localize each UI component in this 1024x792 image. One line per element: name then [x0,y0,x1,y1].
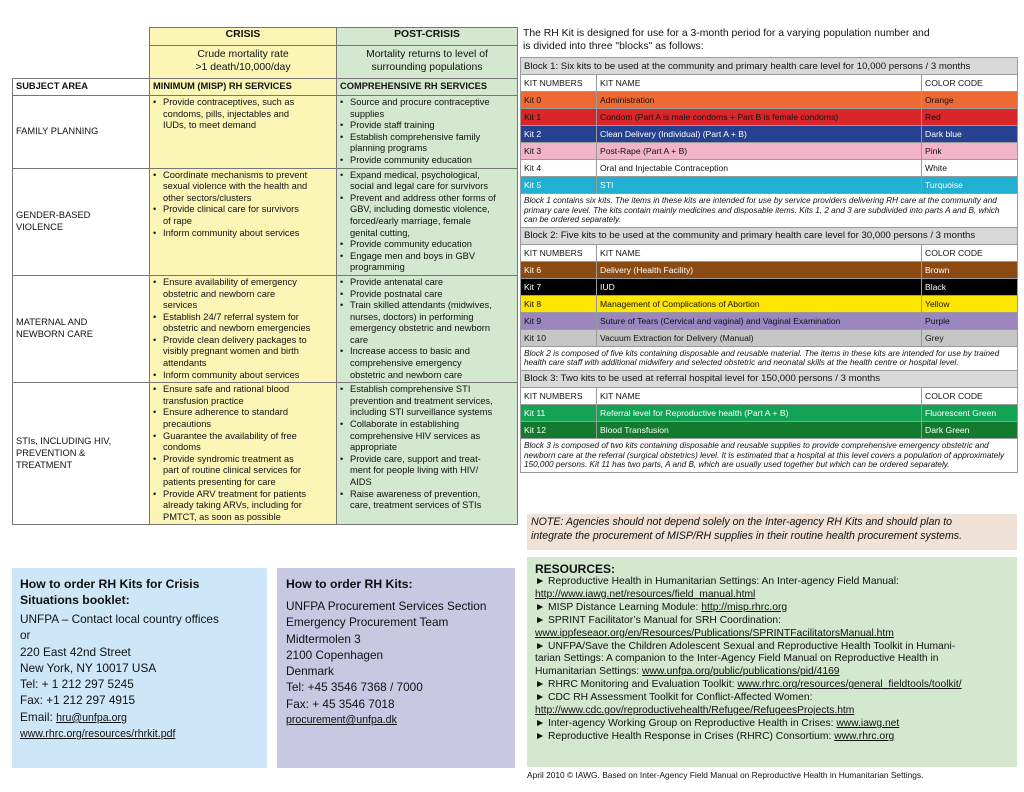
subject-area-header: SUBJECT AREA [13,79,150,96]
comprehensive-service-item-line: • Establish comprehensive STI [350,384,471,395]
minimum-service-item-line: obstetric and newborn emergencies [163,323,311,334]
minimum-service-list [153,384,334,523]
resource-link[interactable]: www.iawg.net [836,717,900,729]
minimum-service-item-line: • Ensure safe and rational blood [163,384,290,395]
kit-name: Oral and Injectable Contraception [597,160,922,177]
order-crisis-line: Tel: + 1 212 297 5245 [20,677,134,692]
subject-area-label: NEWBORN CARE [16,329,93,340]
block-title: Block 2: Five kits to be used at the community and primary health care level for 30,000 persons / 3 months [521,227,1018,244]
comprehensive-service-item-line: GBV, including domestic violence, [350,204,490,215]
resource-text: ► RHRC Monitoring and Evaluation Toolkit: [535,679,738,691]
resource-text: ► UNFPA/Save the Children Adolescent Sexual and Reproductive Health Toolkit in Humani- [535,640,956,652]
comprehensive-service-item-line: forced/early marriage, female [350,215,471,226]
email-link[interactable]: hru@unfpa.org [56,711,127,724]
subject-area-label: VIOLENCE [16,221,64,232]
kit-color: White [922,160,1018,177]
block-row [521,227,1018,244]
comprehensive-service-item [340,346,515,381]
matrix-body [13,96,518,525]
kit-color: Turquoise [922,177,1018,194]
resource-text: ► Reproductive Health in Humanitarian Settings: An Inter-agency Field Manual: [535,576,899,587]
comprehensive-service-item-line: including STI surveillance systems [350,407,493,418]
comprehensive-service-item-line: • Source and procure contraceptive [350,97,490,107]
kit-name: Management of Complications of Abortion [597,295,922,312]
kit-name: Administration [597,92,922,109]
resource-line [535,576,1009,589]
order-kits-line: Denmark [286,664,334,679]
kit-row [521,160,1018,177]
order-crisis-line: 220 East 42nd Street [20,644,131,659]
post-sub-line: surrounding populations [371,62,483,73]
comprehensive-service-cell [337,275,518,382]
comprehensive-service-item [340,489,515,512]
resource-link[interactable]: http://www.iawg.net/resources/field_manual.html [535,588,756,600]
kit-number: Kit 12 [521,421,597,438]
comprehensive-service-item-line: • Provide staff training [350,120,435,131]
resource-line [535,589,1009,602]
comprehensive-service-item [340,251,515,274]
kit-name: Vacuum Extraction for Delivery (Manual) [597,329,922,346]
comprehensive-service-item [340,300,515,346]
block-row [521,370,1018,387]
kit-number: Kit 4 [521,160,597,177]
post-crisis-subheader [337,46,518,79]
comprehensive-service-item-line: • Prevent and address other forms of [350,192,496,203]
kit-name: Suture of Tears (Cervical and vaginal) and Vaginal Examination [597,312,922,329]
comprehensive-service-item-line: • Expand medical, psychological, [350,169,480,180]
minimum-service-item-line: • Guarantee the availability of free [163,430,297,441]
minimum-service-item-line: • Provide clinical care for survivors [163,204,299,215]
kit-name: Delivery (Health Facility) [597,261,922,278]
minimum-service-item-line: condoms, pills, injectables and [163,108,290,119]
minimum-service-item-line: part of routine clinical services for [163,465,301,476]
comprehensive-service-item-line: • Engage men and boys in GBV [350,250,476,261]
kit-row [521,126,1018,143]
comprehensive-service-item [340,384,515,419]
minimum-service-item [153,384,334,407]
comprehensive-service-item-line: • Establish comprehensive family [350,131,481,142]
comprehensive-service-item-line: emergency obstetric and newborn [350,323,491,334]
minimum-service-item [153,454,334,489]
rhrkit-link[interactable]: www.rhrc.org/resources/rhrkit.pdf [20,728,176,741]
order-kits-box [277,568,515,768]
subject-area-cell [13,383,150,525]
minimum-service-item-line: obstetric and newborn care [163,288,276,299]
block-note: Block 3 is composed of two kits containing disposable and reusable supplies to provide comprehensive emergency obstetric and newborn care at the referral (surgical obstetrics) level. It is estimated that a hospital at this level covers a population of approximately 150,000 persons. Kit 11 has two parts, A and B, which are usually used together but which can be ordered separately. [521,438,1018,472]
comprehensive-service-cell [337,168,518,275]
order-crisis-line: New York, NY 10017 USA [20,660,157,675]
minimum-service-item [153,407,334,430]
kit-number: Kit 11 [521,404,597,421]
agency-note-line: NOTE: Agencies should not depend solely on the Inter-agency RH Kits and should plan to [531,516,953,528]
minimum-service-item-line: • Provide syndromic treatment as [163,453,294,464]
minimum-service-item-line: • Ensure availability of emergency [163,276,297,287]
minimum-service-item-line: • Inform community about services [163,227,300,238]
comprehensive-service-item-line: • Increase access to basic and [350,346,470,357]
kit-name: Blood Transfusion [597,421,922,438]
resources-box [527,557,1017,767]
order-kits-line: Tel: +45 3546 7368 / 7000 [286,680,423,695]
subject-area-label: GENDER-BASED [16,210,91,221]
minimum-service-item-line: IUDs, to meet demand [163,120,257,131]
kit-intro-line: is divided into three "blocks" as follows: [523,40,704,52]
minimum-service-item [153,370,334,382]
kit-row [521,92,1018,109]
minimum-service-list [153,170,334,240]
resource-text: Humanitarian Settings: [535,666,643,678]
color-code-header: COLOR CODE [922,387,1018,404]
order-crisis-title: How to order RH Kits for Crisis [20,577,200,591]
subject-area-label: STIs, INCLUDING HIV, [16,436,112,447]
minimum-service-item-line: services [163,300,198,311]
kit-number: Kit 8 [521,295,597,312]
block-note-row [521,438,1018,472]
agency-note-line: integrate the procurement of MISP/RH supplies in their routine health procurement systems. [531,529,963,542]
comprehensive-service-item [340,120,515,132]
resource-link[interactable]: www.rhrc.org/resources/general_fieldtools/toolkit/ [737,679,962,691]
resource-link[interactable]: http://www.cdc.gov/reproductivehealth/Refugee/RefugeesProjects.htm [535,705,855,717]
kit-column-header-row [521,244,1018,261]
comprehensive-service-cell [337,96,518,169]
comprehensive-services-header: COMPREHENSIVE RH SERVICES [337,79,518,96]
kit-name: Condom (Part A is male condoms + Part B is female condoms) [597,109,922,126]
agency-note [527,514,1017,550]
minimum-service-item-line: • Provide ARV treatment for patients [163,488,306,499]
rh-kit-panel [520,27,1017,473]
order-crisis-title: Situations booklet: [20,593,130,607]
comprehensive-service-item [340,419,515,454]
order-crisis-line: or [20,628,31,643]
minimum-service-item [153,204,334,227]
comprehensive-service-item [340,170,515,193]
order-crisis-line: UNFPA – Contact local country offices [20,612,219,626]
comprehensive-service-item [340,239,515,251]
resource-line [535,602,1009,615]
minimum-service-item-line: other sectors/clusters [163,192,252,203]
procurement-email-link[interactable]: procurement@unfpa.dk [286,714,397,727]
minimum-service-item [153,277,334,312]
order-crisis-line: Fax: +1 212 297 4915 [20,693,136,708]
block-note-row [521,346,1018,370]
minimum-service-item [153,431,334,454]
comprehensive-service-item-line: appropriate [350,442,398,453]
kit-color: Fluorescent Green [922,404,1018,421]
minimum-service-item-line: PMTCT, as soon as possible [163,511,281,522]
kit-name-header: KIT NAME [597,244,922,261]
minimum-service-item-line: • Establish 24/7 referral system for [163,311,299,322]
kit-color: Dark blue [922,126,1018,143]
kit-numbers-header: KIT NUMBERS [521,75,597,92]
comprehensive-service-item-line: • Provide community education [350,239,472,250]
rh-services-matrix [12,27,518,525]
minimum-service-item [153,312,334,335]
comprehensive-service-item [340,277,515,289]
subject-area-cell [13,96,150,169]
resource-line [535,692,1009,705]
matrix-row [13,96,518,169]
comprehensive-service-item-line: comprehensive emergency [350,358,462,369]
order-kits-line: Fax: + 45 3546 7018 [286,696,395,711]
resource-line [535,628,1009,641]
order-kits-line: 2100 Copenhagen [286,647,384,662]
crisis-subheader [150,46,337,79]
kit-number: Kit 6 [521,261,597,278]
kit-name-header: KIT NAME [597,75,922,92]
block-title: Block 1: Six kits to be used at the community and primary health care level for 10,000 persons / 3 months [521,58,1018,75]
resource-text: ► CDC RH Assessment Toolkit for Conflict-Affected Women: [535,692,813,704]
kit-row [521,421,1018,438]
order-kits-line: UNFPA Procurement Services Section [286,599,487,613]
kit-number: Kit 2 [521,126,597,143]
resource-line [535,653,1009,666]
subject-area-cell [13,168,150,275]
comprehensive-service-item-line: programming [350,262,405,273]
kit-name: STI [597,177,922,194]
order-kits-title: How to order RH Kits: [286,577,413,591]
comprehensive-service-list [340,277,515,381]
comprehensive-service-item [340,155,515,167]
kit-color: Pink [922,143,1018,160]
comprehensive-service-item [340,132,515,155]
kit-row [521,329,1018,346]
matrix-row [13,168,518,275]
kit-number: Kit 10 [521,329,597,346]
resource-link[interactable]: www.ippfeseaor.org/en/Resources/Publications/SPRINTFacilitatorsManual.htm [535,627,894,639]
comprehensive-service-item [340,97,515,120]
block-title: Block 3: Two kits to be used at referral hospital level for 150,000 persons / 3 months [521,370,1018,387]
resource-link[interactable]: http://misp.rhrc.org [701,601,788,613]
minimum-service-list [153,97,334,132]
comprehensive-service-item [340,289,515,301]
kit-color: Dark Green [922,421,1018,438]
post-sub-line: Mortality returns to level of [366,49,488,60]
minimum-service-item-line: • Provide clean delivery packages to [163,334,307,345]
resources-title: RESOURCES: [535,562,616,576]
subject-area-cell [13,275,150,382]
resource-text: ► Inter-agency Working Group on Reproductive Health in Crises: [535,717,837,729]
comprehensive-service-cell [337,383,518,525]
resource-line [535,718,1009,731]
comprehensive-service-item-line: prevention and treatment services, [350,395,493,406]
comprehensive-service-item-line: obstetric and newborn care [350,369,463,380]
kit-color: Black [922,278,1018,295]
minimum-service-item [153,489,334,524]
comprehensive-service-item-line: • Train skilled attendants (midwives, [350,300,492,311]
kit-name: Referral level for Reproductive health (Part A + B) [597,404,922,421]
resource-line [535,641,1009,654]
minimum-service-cell [150,168,337,275]
minimum-service-item-line: • Provide contraceptives, such as [163,97,295,107]
kit-row [521,295,1018,312]
kit-color: Grey [922,329,1018,346]
kit-intro [520,27,1017,57]
email-label: Email: [20,709,57,724]
minimum-service-item-line: • Coordinate mechanisms to prevent [163,169,308,180]
comprehensive-service-item [340,193,515,239]
comprehensive-service-item-line: supplies [350,108,385,119]
resource-text: tarian Settings: A companion to the Inter-Agency Field Manual on Reproductive Health in [535,653,939,665]
minimum-service-item [153,335,334,370]
kit-color: Purple [922,312,1018,329]
minimum-service-item-line: of rape [163,215,192,226]
kit-row [521,177,1018,194]
minimum-service-item-line: visibly pregnant women and birth [163,346,299,357]
kit-column-header-row [521,387,1018,404]
comprehensive-service-item-line: AIDS [350,477,372,487]
resource-line [535,666,1009,679]
kit-table-body [521,58,1018,473]
minimum-service-item-line: sexual violence with the health and [163,181,308,192]
subject-area-label: MATERNAL AND [16,317,88,328]
kit-intro-line: The RH Kit is designed for use for a 3-month period for a varying population number and [523,28,930,39]
comprehensive-service-list [340,384,515,512]
color-code-header: COLOR CODE [922,244,1018,261]
minimum-service-cell [150,383,337,525]
minimum-service-item-line: patients presenting for care [163,477,276,487]
comprehensive-service-item-line: • Raise awareness of prevention, [350,488,481,499]
minimum-service-item-line: precautions [163,419,212,430]
comprehensive-service-item-line: care, treatment services of STIs [350,500,482,511]
kit-number: Kit 0 [521,92,597,109]
comprehensive-service-item-line: social and legal care for survivors [350,181,488,192]
kit-color: Yellow [922,295,1018,312]
crisis-header: CRISIS [150,28,337,46]
minimum-service-item [153,228,334,240]
kit-row [521,404,1018,421]
order-crisis-email-row [20,709,259,726]
kit-number: Kit 7 [521,278,597,295]
kit-number: Kit 9 [521,312,597,329]
order-kits-line: Emergency Procurement Team [286,615,449,630]
comprehensive-service-list [340,170,515,274]
comprehensive-service-item-line: genital cutting, [350,227,410,238]
resource-line [535,615,1009,628]
kit-name: Clean Delivery (Individual) (Part A + B) [597,126,922,143]
resource-line [535,679,1009,692]
crisis-sub-line: >1 death/10,000/day [195,62,291,73]
kit-color: Red [922,109,1018,126]
minimum-service-item-line: • Inform community about services [163,369,300,380]
minimum-service-item-line: condoms [163,442,201,453]
resource-line [535,731,1009,744]
kit-numbers-header: KIT NUMBERS [521,244,597,261]
subject-area-label: FAMILY PLANNING [16,125,99,136]
comprehensive-service-item-line: • Provide postnatal care [350,288,443,299]
resource-line [535,705,1009,718]
comprehensive-service-list [340,97,515,167]
block-note: Block 2 is composed of five kits containing disposable and reusable material. The items in these kits are intended for use by trained health care staff with additional midwifery and selected obstetric and neonatal skills at the health centre or hospital level. [521,346,1018,370]
order-crisis-booklet-box [12,568,267,768]
kit-number: Kit 3 [521,143,597,160]
minimum-service-item-line: • Ensure adherence to standard [163,407,289,418]
block-row [521,58,1018,75]
block-note: Block 1 contains six kits. The items in these kits are intended for use by service providers delivering RH care at the community and primary care level. The kits contain mainly medicines and disposable items. Kits 1, 2 and 3 are subdivided into parts A and B, which can be ordered separately. [521,194,1018,228]
minimum-service-list [153,277,334,381]
comprehensive-service-item-line: comprehensive HIV services as [350,430,481,441]
kit-name-header: KIT NAME [597,387,922,404]
crisis-sub-line: Crude mortality rate [197,49,289,60]
kit-row [521,278,1018,295]
comprehensive-service-item-line: care [350,334,369,345]
kit-name: IUD [597,278,922,295]
kit-row [521,261,1018,278]
kit-number: Kit 5 [521,177,597,194]
comprehensive-service-item-line: • Collaborate in establishing [350,419,460,430]
comprehensive-service-item-line: planning programs [350,143,428,154]
kit-name: Post-Rape (Part A + B) [597,143,922,160]
resource-link[interactable]: www.unfpa.org/public/publications/pid/4169 [642,666,840,678]
subject-area-label: TREATMENT [16,459,73,470]
footer-credit: April 2010 © IAWG. Based on Inter-Agency Field Manual on Reproductive Health in Humanitarian Settings. [527,770,924,780]
block-note-row [521,194,1018,228]
comprehensive-service-item [340,454,515,489]
comprehensive-service-item-line: ment for people living with HIV/ [350,465,479,476]
resource-text: ► SPRINT Facilitator’s Manual for SRH Coordination: [535,614,781,626]
kit-row [521,109,1018,126]
comprehensive-service-item-line: • Provide care, support and treat- [350,453,481,464]
resource-text: ► MISP Distance Learning Module: [535,601,702,613]
kit-table [520,57,1018,473]
minimum-service-cell [150,96,337,169]
minimum-services-header: MINIMUM (MISP) RH SERVICES [150,79,337,96]
subject-area-label: PREVENTION & [16,448,86,459]
kit-row [521,143,1018,160]
resource-link[interactable]: www.rhrc.org [834,730,895,742]
minimum-service-item-line: already taking ARVs, including for [163,500,302,511]
comprehensive-service-item-line: • Provide community education [350,154,472,165]
kit-color: Orange [922,92,1018,109]
comprehensive-service-item-line: • Provide antenatal care [350,276,444,287]
order-kits-line: Midtermolen 3 [286,631,361,646]
kit-column-header-row [521,75,1018,92]
color-code-header: COLOR CODE [922,75,1018,92]
kit-numbers-header: KIT NUMBERS [521,387,597,404]
minimum-service-item-line: attendants [163,358,207,369]
matrix-corner [13,28,150,79]
resource-text: ► Reproductive Health Response in Crises (RHRC) Consortium: [535,730,835,742]
minimum-service-cell [150,275,337,382]
matrix-row [13,275,518,382]
minimum-service-item [153,97,334,132]
kit-number: Kit 1 [521,109,597,126]
comprehensive-service-item-line: nurses, doctors) in performing [350,311,474,322]
matrix-row [13,383,518,525]
post-crisis-header: POST-CRISIS [337,28,518,46]
kit-row [521,312,1018,329]
kit-color: Brown [922,261,1018,278]
resources-list [535,576,1009,744]
minimum-service-item-line: transfusion practice [163,395,244,406]
minimum-service-item [153,170,334,205]
